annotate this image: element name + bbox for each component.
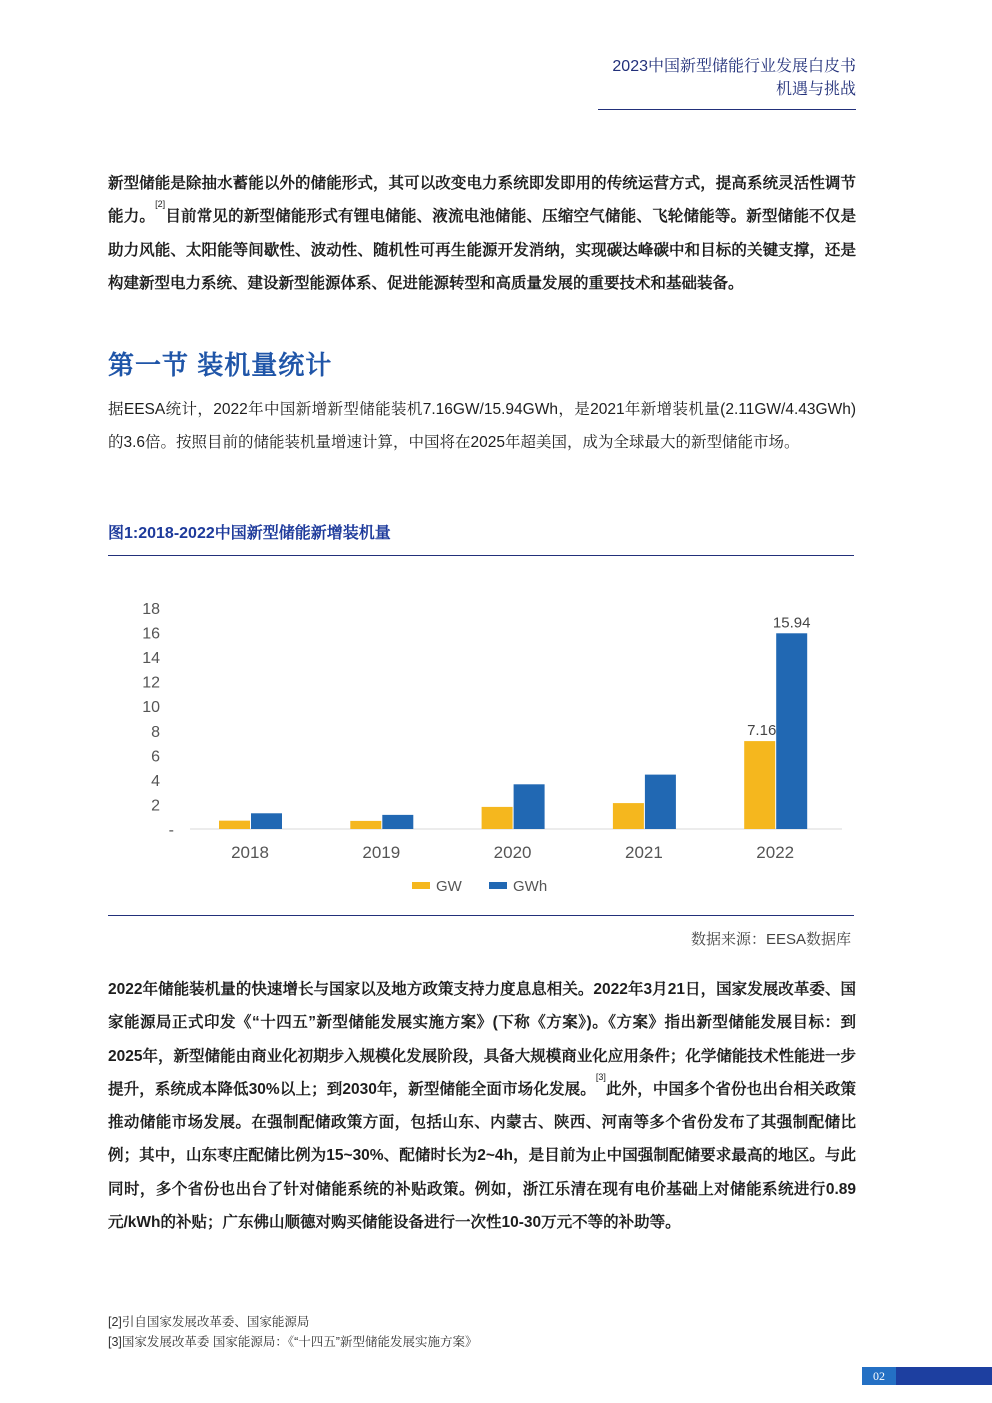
bar-gw-2018: [219, 821, 250, 829]
bar-chart: [0, 560, 992, 910]
legend-label-gw: GW: [436, 878, 462, 895]
legend-swatch-gwh: [489, 882, 507, 889]
y-tick-label: -: [168, 822, 174, 839]
policy-text-1: 2022年储能装机量的快速增长与国家以及地方政策支持力度息息相关。2022年3月21日，国家发展改革委、国家能源局正式印发《“十四五”新型储能发展实施方案》(下称《方案》)。《方案》指出新型储能发展目标：到2025年，新型储能由商业化初期步入规模化发展阶段，具备大规模商业化应用条件；化学储能技术性能进一步提升，系统成本降低30%以上；到2030年，新型储能全面市场化发展。: [108, 981, 856, 1098]
figure-bottom-rule: [108, 915, 854, 916]
y-tick-label: 14: [142, 650, 160, 668]
y-tick-label: 10: [142, 699, 160, 717]
figure-top-rule: [108, 555, 854, 556]
data-label: 15.94: [772, 614, 811, 632]
bar-gwh-2020: [514, 784, 545, 829]
header-subtitle: 机遇与挑战: [775, 81, 856, 98]
x-tick-label: 2022: [756, 843, 795, 862]
y-tick-label: 12: [142, 674, 160, 692]
policy-text-2: 此外，中国多个省份也出台相关政策推动储能市场发展。在强制配储政策方面，包括山东、内蒙古、陕西、河南等多个省份发布了其强制配储比例；其中，山东枣庄配储比例为15~30%、配储时长为2~4h，是目前为止中国强制配储要求最高的地区。与此同时，多个省份也出台了针对储能系统的补贴政策。例如，浙江乐清在现有电价基础上对储能系统进行0.89元/kWh的补贴；广东佛山顺德对购买储能设备进行一次性10-30万元不等的补助等。: [108, 1080, 856, 1232]
legend-label-gwh: GWh: [513, 878, 548, 895]
x-tick-label: 2018: [231, 843, 269, 862]
y-tick-label: 18: [142, 601, 160, 618]
footnote-2: [2]引自国家发展改革委、国家能源局: [108, 1315, 310, 1329]
intro-text-1: 新型储能是除抽水蓄能以外的储能形式，其可以改变电力系统即发即用的传统运营方式，提高系统灵活性调节能力。: [108, 175, 856, 226]
header-divider: [598, 109, 856, 110]
policy-paragraph: [108, 973, 856, 1239]
intro-paragraph: [108, 167, 856, 300]
bar-gw-2020: [482, 807, 513, 829]
y-tick-label: 4: [151, 772, 160, 790]
bar-gwh-2021: [645, 775, 676, 829]
y-tick-label: 16: [142, 625, 160, 643]
x-tick-label: 2019: [362, 843, 401, 862]
bar-gwh-2018: [251, 813, 282, 829]
intro-text-2: 目前常见的新型储能形式有锂电储能、液流电池储能、压缩空气储能、飞轮储能等。新型储能不仅是助力风能、太阳能等间歇性、波动性、随机性可再生能源开发消纳，实现碳达峰碳中和目标的关键支撑，还是构建新型电力系统、建设新型能源体系、促进能源转型和高质量发展的重要技术和基础装备。: [108, 208, 856, 292]
footnote-ref-3[interactable]: [3]: [595, 1071, 606, 1082]
x-tick-label: 2020: [493, 843, 532, 862]
data-label: 7.16: [747, 722, 777, 740]
figure-source: 数据来源：EESA数据库: [690, 931, 851, 948]
page-number: 02: [862, 1367, 896, 1385]
header-title: 2023中国新型储能行业发展白皮书: [612, 58, 856, 75]
bar-gwh-2022: [776, 633, 807, 829]
page-header: [612, 55, 856, 101]
x-tick-label: 2021: [624, 843, 663, 862]
bar-gw-2021: [613, 803, 644, 829]
bar-gw-2022: [744, 741, 775, 829]
legend-swatch-gw: [412, 882, 430, 889]
y-tick-label: 6: [151, 748, 160, 766]
footnote-3: [3]国家发展改革委 国家能源局：《“十四五”新型储能发展实施方案》: [108, 1335, 478, 1349]
stats-paragraph: 据EESA统计，2022年中国新增新型储能装机7.16GW/15.94GWh，是2021年新增装机量(2.11GW/4.43GWh)的3.6倍。按照目前的储能装机量增速计算，中国将在2025年超美国，成为全球最大的新型储能市场。: [108, 401, 856, 452]
bar-gwh-2019: [382, 815, 413, 829]
footnote-ref-2[interactable]: [2]: [155, 199, 166, 210]
figure-caption: 图1:2018-2022中国新型储能新增装机量: [108, 525, 391, 542]
y-tick-label: 2: [151, 797, 160, 815]
section-title: 第一节 装机量统计: [108, 350, 333, 380]
bar-gw-2019: [350, 821, 381, 829]
y-tick-label: 8: [151, 723, 160, 741]
